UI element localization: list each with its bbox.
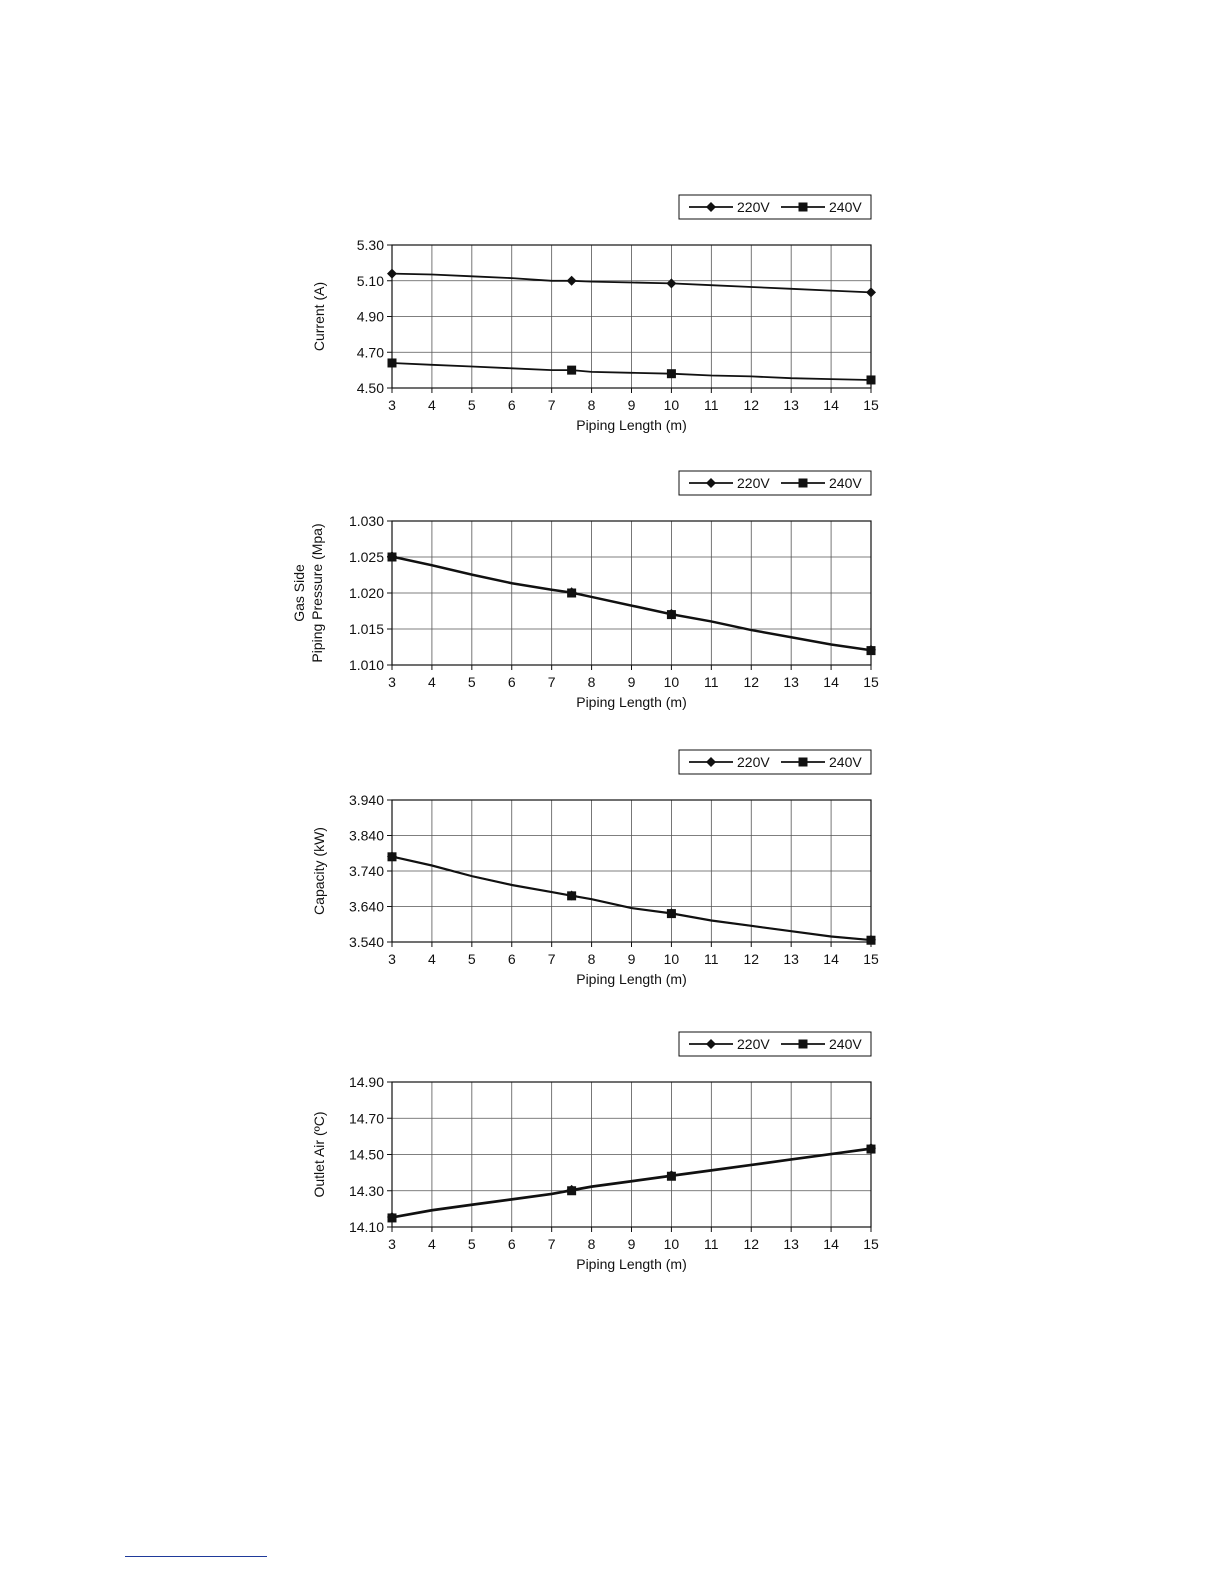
x-axis-label: Piping Length (m) [576, 1256, 687, 1272]
footer-rule [125, 1556, 267, 1557]
x-tick-label: 15 [863, 397, 879, 413]
y-tick-label: 5.30 [356, 237, 384, 253]
data-point-240V [388, 852, 397, 861]
x-axis-label: Piping Length (m) [576, 694, 687, 710]
y-tick-label: 1.030 [348, 513, 384, 529]
legend-marker-240V [799, 1040, 808, 1049]
x-tick-label: 10 [663, 951, 680, 967]
y-tick-label: 1.025 [348, 549, 384, 565]
legend [679, 471, 871, 495]
data-point-240V [867, 646, 876, 655]
y-tick-label: 5.10 [356, 272, 384, 289]
y-tick-label: 3.640 [348, 898, 384, 915]
y-tick-label: 1.020 [348, 585, 384, 601]
x-tick-label: 4 [428, 674, 436, 690]
y-tick-label: 4.90 [356, 308, 384, 325]
y-tick-label: 3.540 [348, 934, 384, 950]
chart-4 [311, 1032, 879, 1272]
legend [679, 750, 871, 774]
data-point-240V [567, 1186, 576, 1195]
x-tick-label: 5 [467, 674, 476, 690]
data-point-240V [567, 891, 576, 900]
data-point-240V [667, 369, 676, 378]
y-tick-label: 14.70 [348, 1110, 384, 1127]
data-point-240V [388, 358, 397, 367]
data-point-240V [667, 610, 676, 619]
data-point-240V [388, 553, 397, 562]
x-tick-label: 5 [467, 951, 476, 967]
x-tick-label: 3 [388, 674, 396, 690]
x-tick-label: 6 [507, 1236, 516, 1252]
data-point-220V [387, 269, 397, 279]
x-tick-label: 12 [743, 674, 760, 690]
x-tick-label: 7 [547, 397, 556, 413]
x-tick-label: 12 [743, 397, 760, 413]
data-point-220V [666, 278, 676, 288]
data-point-240V [667, 1172, 676, 1181]
x-tick-label: 10 [663, 397, 680, 413]
x-tick-label: 14 [823, 674, 839, 690]
legend-marker-240V [799, 758, 808, 767]
data-point-240V [667, 909, 676, 918]
x-tick-label: 11 [704, 1236, 719, 1252]
legend-marker-240V [799, 479, 808, 488]
x-tick-label: 12 [743, 951, 760, 967]
x-tick-label: 3 [388, 951, 396, 967]
x-tick-label: 6 [507, 951, 516, 967]
data-point-220V [866, 287, 876, 297]
x-tick-label: 9 [627, 674, 636, 690]
x-tick-label: 13 [783, 397, 799, 413]
chart-1 [311, 195, 879, 433]
x-tick-label: 13 [783, 1236, 799, 1252]
x-tick-label: 11 [704, 951, 719, 967]
x-tick-label: 4 [428, 397, 436, 413]
y-tick-label: 3.740 [348, 863, 384, 879]
legend-marker-240V [799, 203, 808, 212]
x-tick-label: 3 [388, 397, 396, 413]
x-tick-label: 3 [388, 1236, 396, 1252]
x-tick-label: 7 [547, 674, 556, 690]
x-tick-label: 10 [663, 674, 680, 690]
x-tick-label: 11 [704, 674, 719, 690]
y-tick-label: 14.30 [348, 1182, 384, 1199]
y-tick-label: 1.015 [348, 621, 384, 637]
chart-2 [291, 471, 879, 710]
chart-3 [311, 750, 879, 987]
data-point-240V [388, 1213, 397, 1222]
y-tick-label: 14.50 [348, 1146, 384, 1163]
data-point-240V [867, 375, 876, 384]
x-tick-label: 10 [663, 1236, 680, 1252]
x-tick-label: 7 [547, 1236, 556, 1252]
x-tick-label: 9 [627, 1236, 636, 1252]
data-point-240V [867, 936, 876, 945]
x-tick-label: 4 [428, 951, 436, 967]
data-point-240V [567, 366, 576, 375]
x-tick-label: 14 [823, 1236, 839, 1252]
y-axis-label: Gas Side [291, 564, 307, 622]
y-tick-label: 14.10 [348, 1219, 384, 1235]
data-point-240V [567, 589, 576, 598]
x-tick-label: 5 [467, 1236, 476, 1252]
x-tick-label: 14 [823, 397, 839, 413]
x-tick-label: 15 [863, 674, 879, 690]
x-tick-label: 11 [704, 397, 719, 413]
x-tick-label: 15 [863, 1236, 879, 1252]
x-tick-label: 5 [467, 397, 476, 413]
legend-label: 220V [737, 475, 770, 491]
x-tick-label: 9 [627, 397, 636, 413]
x-axis-label: Piping Length (m) [576, 971, 687, 987]
y-axis-label: Current (A) [311, 281, 327, 352]
x-tick-label: 6 [507, 674, 516, 690]
legend-label: 220V [737, 1036, 770, 1052]
x-tick-label: 9 [627, 951, 636, 967]
x-axis-label: Piping Length (m) [576, 417, 687, 433]
x-tick-label: 14 [823, 951, 839, 967]
legend-label: 220V [737, 754, 770, 770]
y-tick-label: 3.940 [348, 792, 384, 808]
x-tick-label: 13 [783, 674, 799, 690]
legend-label: 220V [737, 199, 770, 215]
legend [679, 195, 871, 219]
legend [679, 1032, 871, 1056]
x-tick-label: 15 [863, 951, 879, 967]
x-tick-label: 6 [507, 397, 516, 413]
data-point-220V [567, 276, 577, 286]
x-tick-label: 8 [587, 951, 596, 967]
x-tick-label: 7 [547, 951, 556, 967]
x-tick-label: 12 [743, 1236, 760, 1252]
x-tick-label: 4 [428, 1236, 436, 1252]
legend-label: 240V [829, 199, 862, 215]
legend-label: 240V [829, 754, 862, 770]
y-axis-label: Piping Pressure (Mpa) [309, 523, 325, 663]
x-tick-label: 8 [587, 1236, 596, 1252]
y-axis-label: Outlet Air (ºC) [311, 1111, 327, 1198]
x-tick-label: 8 [587, 674, 596, 690]
y-tick-label: 3.840 [348, 827, 384, 844]
y-axis-label: Capacity (kW) [311, 827, 327, 915]
y-tick-label: 1.010 [348, 657, 384, 673]
y-tick-label: 4.70 [356, 344, 384, 361]
x-tick-label: 8 [587, 397, 596, 413]
legend-label: 240V [829, 475, 862, 491]
y-tick-label: 4.50 [356, 380, 384, 396]
x-tick-label: 13 [783, 951, 799, 967]
legend-label: 240V [829, 1036, 862, 1052]
data-point-240V [867, 1145, 876, 1154]
y-tick-label: 14.90 [348, 1074, 384, 1090]
